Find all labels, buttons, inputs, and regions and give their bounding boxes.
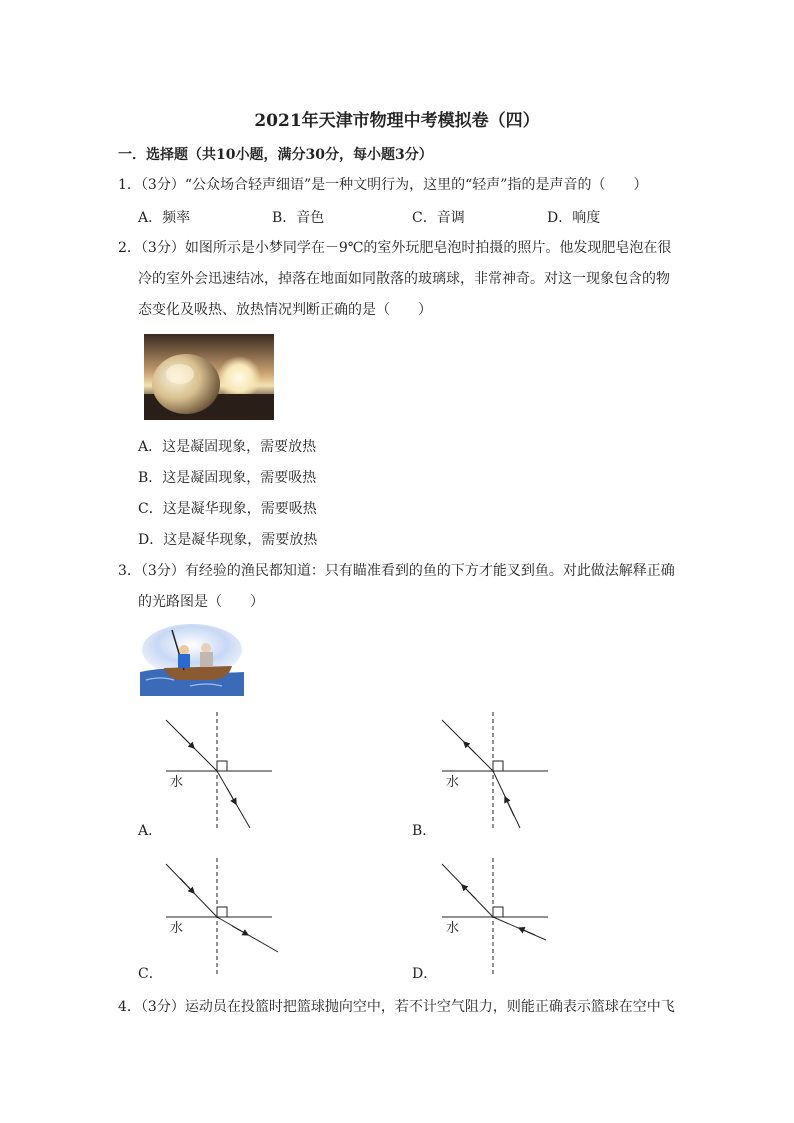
q2-option-d: D．这是凝华现象，需要放热 <box>138 532 318 548</box>
ray-diagram-a <box>166 712 272 828</box>
water-label-d: 水 <box>446 921 460 936</box>
page-title: 2021年天津市物理中考模拟卷（四） <box>254 111 540 131</box>
q3-option-a: A． <box>138 823 163 839</box>
water-label-c: 水 <box>170 921 184 936</box>
ray-diagram-b <box>442 712 548 828</box>
ray-diagram-d <box>442 858 548 974</box>
q1-option-c: C．音调 <box>412 210 465 226</box>
question-4-text: 4．（3分）运动员在投篮时把篮球抛向空中，若不计空气阻力，则能正确表示篮球在空中飞 <box>118 999 675 1015</box>
ray-diagram-c <box>166 858 278 974</box>
question-3-line-1: 3．（3分）有经验的渔民都知道：只有瞄准看到的鱼的下方才能叉到鱼。对此做法解释正确 <box>118 563 675 579</box>
q3-option-d: D． <box>412 966 438 982</box>
fisherman-illustration <box>140 620 244 696</box>
question-3-line-2: 的光路图是（ ） <box>138 594 264 610</box>
q1-option-a: A．频率 <box>138 210 191 226</box>
water-label-b: 水 <box>446 775 460 790</box>
water-label-a: 水 <box>170 775 184 790</box>
q2-option-c: C．这是凝华现象，需要吸热 <box>138 501 317 517</box>
q1-option-d: D．响度 <box>547 210 601 226</box>
q3-option-c: C． <box>138 966 163 982</box>
question-1-text: 1．（3分）“公众场合轻声细语”是一种文明行为，这里的“轻声”指的是声音的（ ） <box>118 177 648 193</box>
ray-diagrams <box>0 700 794 990</box>
frozen-bubble-photo <box>144 334 274 420</box>
question-2-line-1: 2．（3分）如图所示是小梦同学在－9℃的室外玩肥皂泡时拍摄的照片。他发现肥皂泡在很 <box>118 240 672 256</box>
q2-option-b: B．这是凝固现象，需要吸热 <box>138 470 317 486</box>
question-2-line-2: 冷的室外会迅速结冰，掉落在地面如同散落的玻璃球，非常神奇。对这一现象包含的物 <box>138 271 670 287</box>
q2-option-a: A．这是凝固现象，需要放热 <box>138 439 317 455</box>
q3-option-b: B． <box>412 823 437 839</box>
question-2-line-3: 态变化及吸热、放热情况判断正确的是（ ） <box>138 302 432 318</box>
section-heading: 一．选择题（共10小题，满分30分，每小题3分） <box>118 147 433 163</box>
q1-option-b: B．音色 <box>272 210 325 226</box>
